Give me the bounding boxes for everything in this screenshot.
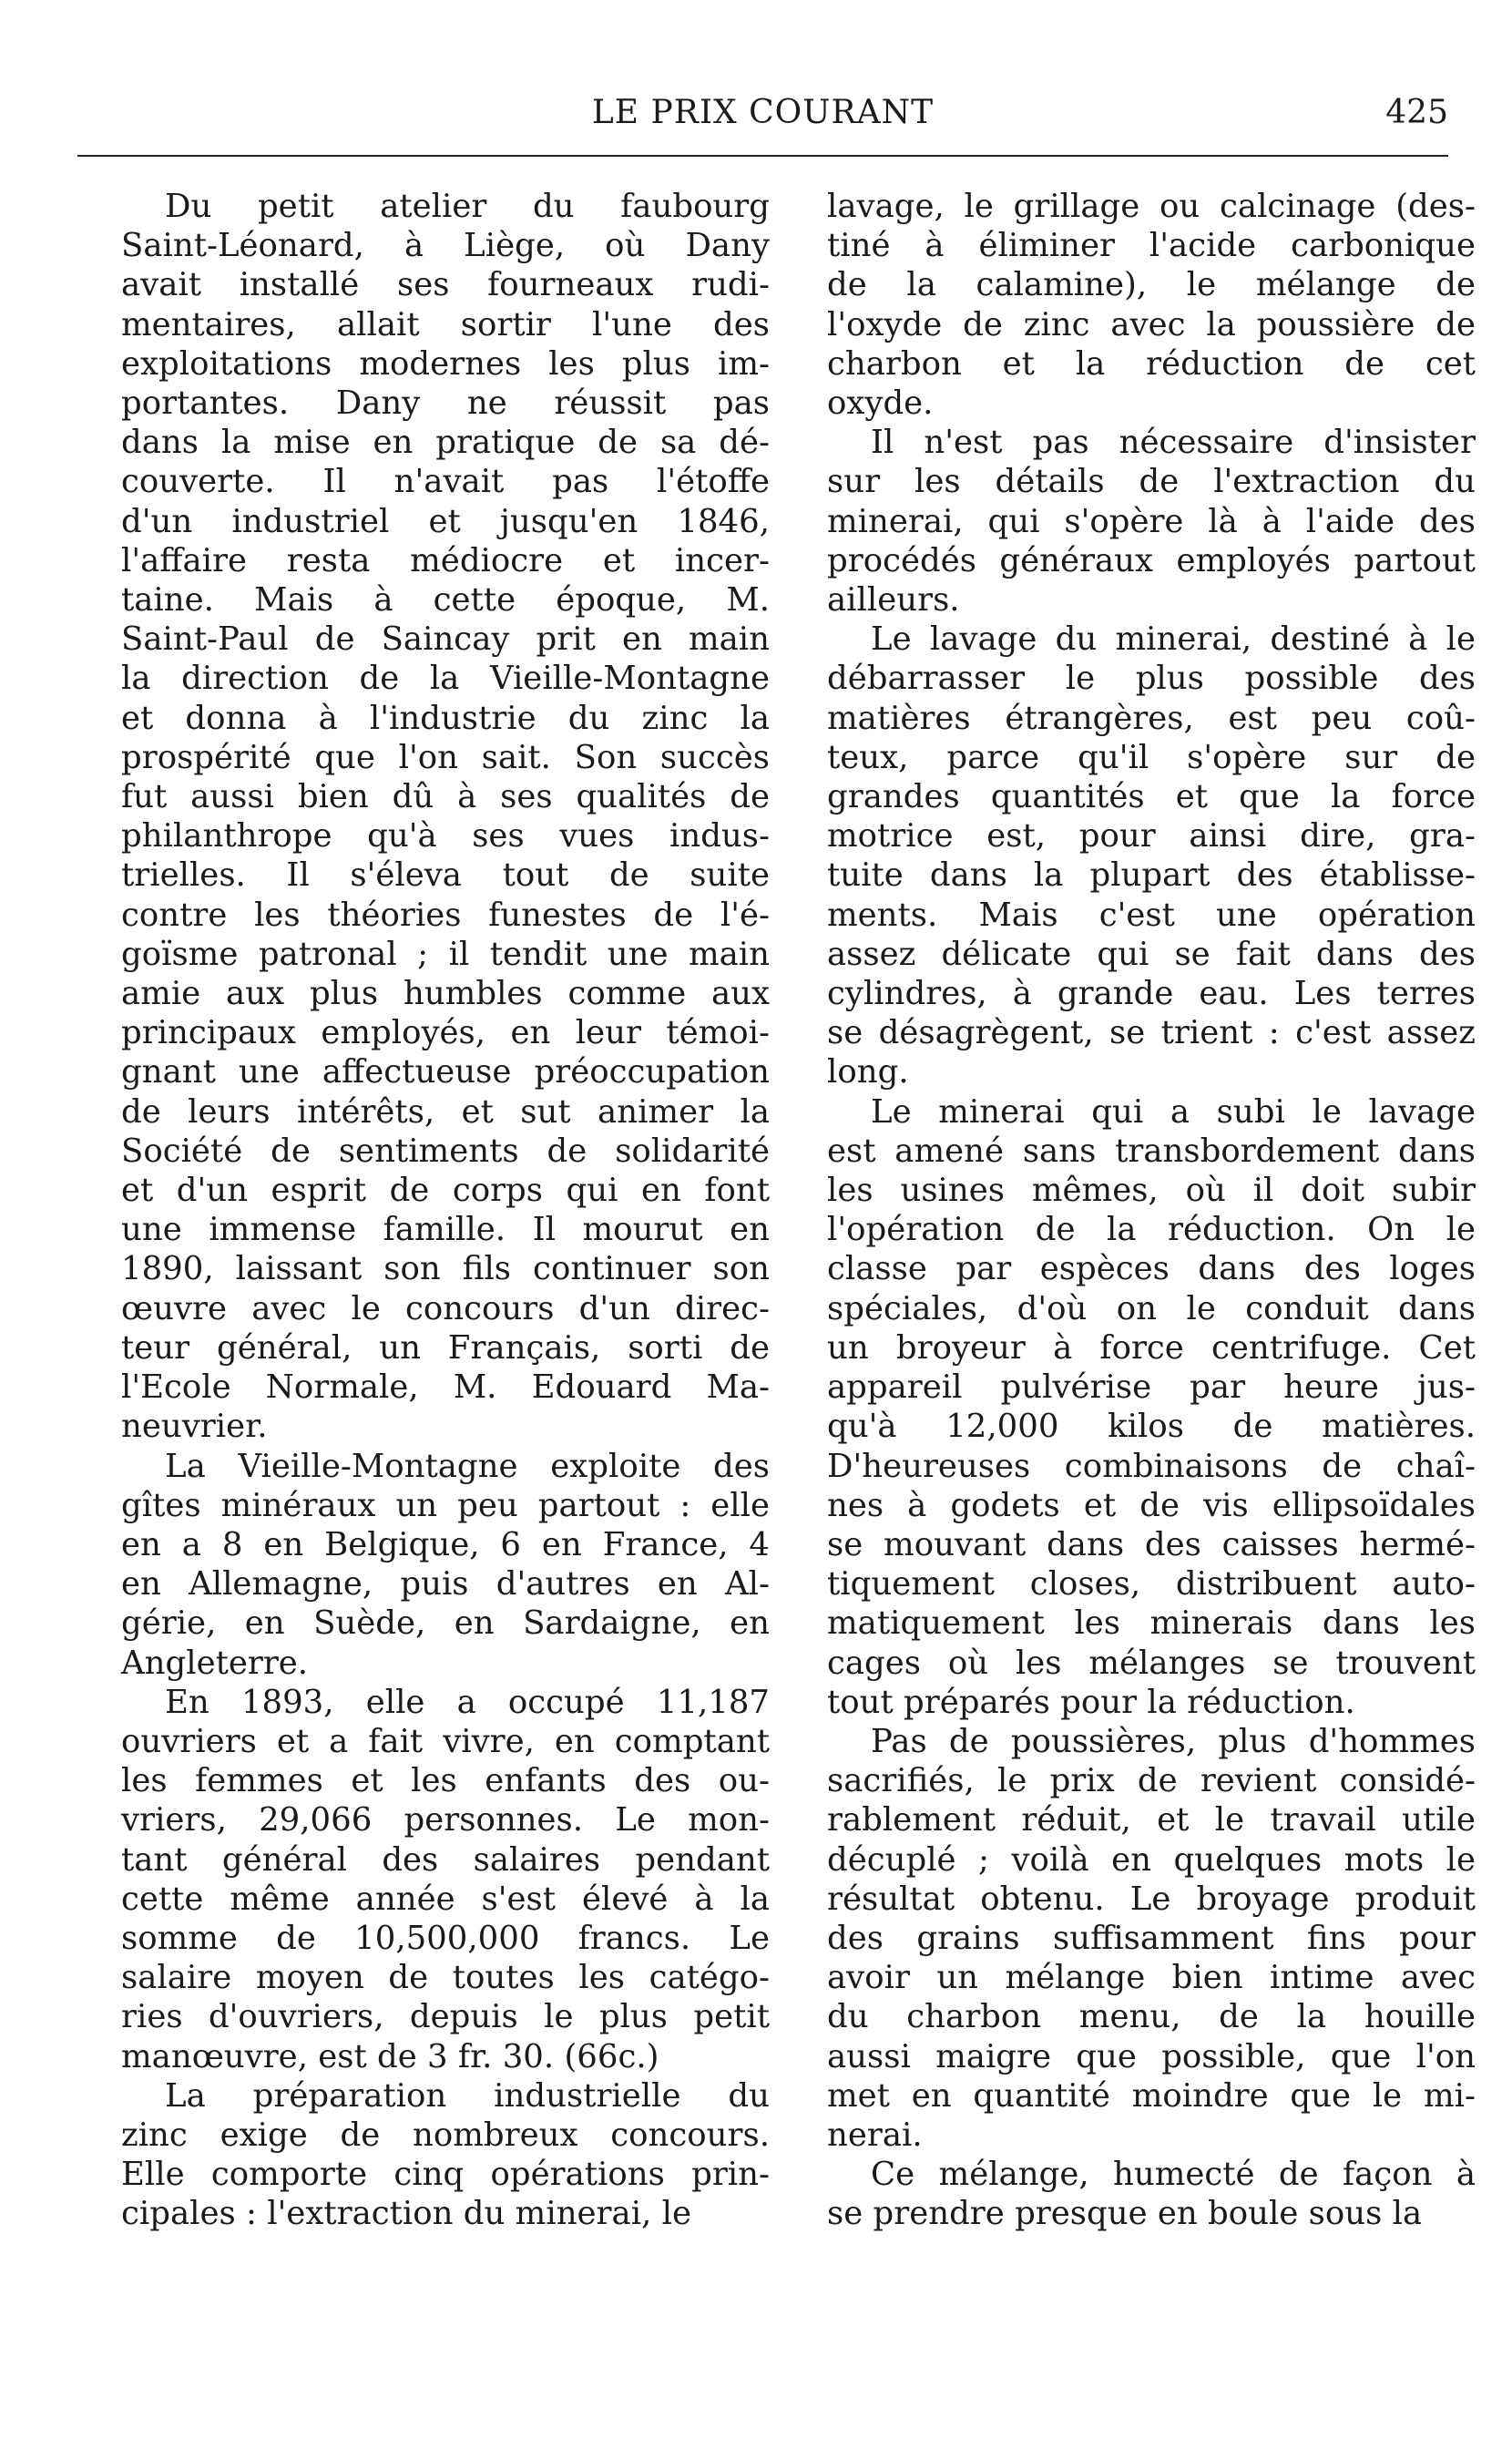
text-line: rablement réduit, et le travail utile xyxy=(827,1801,1476,1839)
text-line: taine. Mais à cette époque, M. xyxy=(121,581,770,620)
text-line: couverte. Il n'avait pas l'étoffe xyxy=(121,463,770,501)
text-line: La Vieille-Montagne exploite des xyxy=(165,1447,770,1485)
text-line: Société de sentiments de solidarité xyxy=(121,1132,770,1170)
text-line: La préparation industrielle du xyxy=(165,2076,770,2115)
text-line: d'un industriel et jusqu'en 1846, xyxy=(121,502,770,540)
text-line: procédés généraux employés partout xyxy=(827,541,1476,579)
text-line: nes à godets et de vis ellipsoïdales xyxy=(827,1486,1476,1524)
text-line: les femmes et les enfants des ou- xyxy=(121,1762,770,1800)
text-line: teux, parce qu'il s'opère sur de xyxy=(827,738,1476,776)
page-number: 425 xyxy=(1385,94,1448,131)
text-line: la direction de la Vieille-Montagne xyxy=(121,660,770,698)
text-line: fut aussi bien dû à ses qualités de xyxy=(121,778,770,816)
text-line: Du petit atelier du faubourg xyxy=(165,188,770,225)
text-line: qu'à 12,000 kilos de matières. xyxy=(827,1408,1476,1446)
paragraph xyxy=(77,2076,770,2234)
header-rule xyxy=(77,155,1448,157)
text-line: matiquement les minerais dans les xyxy=(827,1604,1476,1643)
text-line: ments. Mais c'est une opération xyxy=(827,896,1476,934)
text-line: assez délicate qui se fait dans des xyxy=(827,935,1476,973)
text-line: des grains suffisamment fins pour xyxy=(827,1919,1476,1957)
text-line: amie aux plus humbles comme aux xyxy=(121,975,770,1013)
text-line: gnant une affectueuse préoccupation xyxy=(121,1053,770,1091)
text-line: en a 8 en Belgique, 6 en France, 4 xyxy=(121,1525,770,1563)
text-line: résultat obtenu. Le broyage produit xyxy=(827,1880,1476,1918)
running-title: LE PRIX COURANT xyxy=(591,94,935,131)
text-line: Pas de poussières, plus d'hommes xyxy=(871,1722,1476,1760)
text-line: ouvriers et a fait vivre, en comptant xyxy=(121,1722,770,1760)
text-line: gîtes minéraux un peu partout : elle xyxy=(121,1486,770,1524)
text-line: appareil pulvérise par heure jus- xyxy=(827,1368,1476,1407)
text-line: neuvrier. xyxy=(121,1408,268,1446)
text-line: sacrifiés, le prix de revient considé- xyxy=(827,1762,1476,1800)
text-line: dans la mise en pratique de sa dé- xyxy=(121,424,770,462)
text-line: somme de 10,500,000 francs. Le xyxy=(121,1919,770,1957)
right-column xyxy=(783,187,1476,2234)
paragraph xyxy=(783,1092,1476,1722)
text-line: grandes quantités et que la force xyxy=(827,778,1476,816)
text-line: est amené sans transbordement dans xyxy=(827,1132,1476,1170)
text-line: goïsme patronal ; il tendit une main xyxy=(121,935,770,973)
text-line: en Allemagne, puis d'autres en Al- xyxy=(121,1565,770,1604)
text-line: D'heureuses combinaisons de chaî- xyxy=(827,1447,1476,1485)
text-line: cette même année s'est élevé à la xyxy=(121,1880,770,1918)
text-line: l'affaire resta médiocre et incer- xyxy=(121,541,770,579)
text-line: salaire moyen de toutes les catégo- xyxy=(121,1959,770,1997)
text-line: Il n'est pas nécessaire d'insister xyxy=(871,424,1476,462)
text-line: sur les détails de l'extraction du xyxy=(827,463,1476,501)
left-column xyxy=(77,187,770,2234)
text-line: les usines mêmes, où il doit subir xyxy=(827,1172,1476,1210)
paragraph xyxy=(783,423,1476,620)
paragraph xyxy=(77,1447,770,1683)
paragraph xyxy=(783,620,1476,1091)
text-line: prospérité que l'on sait. Son succès xyxy=(121,738,770,776)
text-line: minerai, qui s'opère là à l'aide des xyxy=(827,502,1476,540)
text-line: débarrasser le plus possible des xyxy=(827,660,1476,698)
text-line: tiquement closes, distribuent auto- xyxy=(827,1565,1476,1604)
text-line: avoir un mélange bien intime avec xyxy=(827,1959,1476,1997)
text-line: matières étrangères, est peu coû- xyxy=(827,699,1476,737)
text-line: gérie, en Suède, en Sardaigne, en xyxy=(121,1604,770,1643)
text-line: philanthrope qu'à ses vues indus- xyxy=(121,817,770,856)
paragraph xyxy=(77,1683,770,2076)
paragraph xyxy=(783,1722,1476,2155)
text-line: motrice est, pour ainsi dire, gra- xyxy=(827,817,1476,856)
text-line: ries d'ouvriers, depuis le plus petit xyxy=(121,1998,770,2036)
text-line: zinc exige de nombreux concours. xyxy=(121,2116,770,2154)
text-line: En 1893, elle a occupé 11,187 xyxy=(165,1683,770,1721)
text-line: teur général, un Français, sorti de xyxy=(121,1328,770,1367)
text-line: lavage, le grillage ou calcinage (des- xyxy=(827,188,1476,225)
text-line: cages où les mélanges se trouvent xyxy=(827,1644,1476,1682)
paragraph xyxy=(783,187,1476,423)
text-line: principaux employés, en leur témoi- xyxy=(121,1014,770,1052)
text-line: l'Ecole Normale, M. Edouard Ma- xyxy=(121,1368,770,1407)
text-line: une immense famille. Il mourut en xyxy=(121,1211,770,1249)
text-line: oxyde. xyxy=(827,384,934,423)
text-line: tiné à éliminer l'acide carbonique xyxy=(827,227,1476,265)
text-line: spéciales, d'où on le conduit dans xyxy=(827,1289,1476,1327)
text-line: Elle comporte cinq opérations prin- xyxy=(121,2156,770,2194)
text-line: un broyeur à force centrifuge. Cet xyxy=(827,1328,1476,1367)
text-line: aussi maigre que possible, que l'on xyxy=(827,2037,1476,2075)
text-line: classe par espèces dans des loges xyxy=(827,1250,1476,1288)
text-line: se prendre presque en boule sous la xyxy=(827,2195,1423,2233)
text-line: Le minerai qui a subi le lavage xyxy=(871,1092,1476,1131)
text-line: met en quantité moindre que le mi- xyxy=(827,2076,1476,2115)
text-line: long. xyxy=(827,1053,909,1091)
text-line: l'opération de la réduction. On le xyxy=(827,1211,1476,1249)
text-line: 1890, laissant son fils continuer son xyxy=(121,1250,770,1288)
text-line: cipales : l'extraction du minerai, le xyxy=(121,2195,691,2233)
text-line: exploitations modernes les plus im- xyxy=(121,344,770,383)
text-line: tant général des salaires pendant xyxy=(121,1840,770,1879)
text-line: de la calamine), le mélange de xyxy=(827,266,1476,304)
text-line: charbon et la réduction de cet xyxy=(827,344,1476,383)
paragraph xyxy=(783,2155,1476,2233)
text-line: ailleurs. xyxy=(827,581,960,620)
text-line: Ce mélange, humecté de façon à xyxy=(871,2156,1476,2194)
text-line: Le lavage du minerai, destiné à le xyxy=(871,620,1476,659)
text-line: trielles. Il s'éleva tout de suite xyxy=(121,856,770,895)
text-line: l'oxyde de zinc avec la poussière de xyxy=(827,305,1476,343)
text-line: de leurs intérêts, et sut animer la xyxy=(121,1092,770,1131)
text-line: et d'un esprit de corps qui en font xyxy=(121,1172,770,1210)
text-line: cylindres, à grande eau. Les terres xyxy=(827,975,1476,1013)
text-line: Saint-Léonard, à Liège, où Dany xyxy=(121,227,770,265)
text-line: Saint-Paul de Saincay prit en main xyxy=(121,620,770,659)
text-line: manœuvre, est de 3 fr. 30. (66c.) xyxy=(121,2037,659,2075)
text-line: nerai. xyxy=(827,2116,923,2154)
running-header xyxy=(77,94,1448,149)
text-line: avait installé ses fourneaux rudi- xyxy=(121,266,770,304)
text-line: tout préparés pour la réduction. xyxy=(827,1683,1355,1721)
text-line: mentaires, allait sortir l'une des xyxy=(121,305,770,343)
text-line: tuite dans la plupart des établisse- xyxy=(827,856,1476,895)
text-line: se mouvant dans des caisses hermé- xyxy=(827,1525,1476,1563)
text-line: vriers, 29,066 personnes. Le mon- xyxy=(121,1801,770,1839)
text-line: œuvre avec le concours d'un direc- xyxy=(121,1289,770,1327)
paragraph xyxy=(77,187,770,1447)
text-line: portantes. Dany ne réussit pas xyxy=(121,384,770,423)
text-line: Angleterre. xyxy=(121,1644,309,1682)
text-line: et donna à l'industrie du zinc la xyxy=(121,699,770,737)
text-line: du charbon menu, de la houille xyxy=(827,1998,1476,2036)
text-line: contre les théories funestes de l'é- xyxy=(121,896,770,934)
text-line: se désagrègent, se trient : c'est assez xyxy=(827,1014,1476,1052)
text-line: décuplé ; voilà en quelques mots le xyxy=(827,1840,1476,1879)
